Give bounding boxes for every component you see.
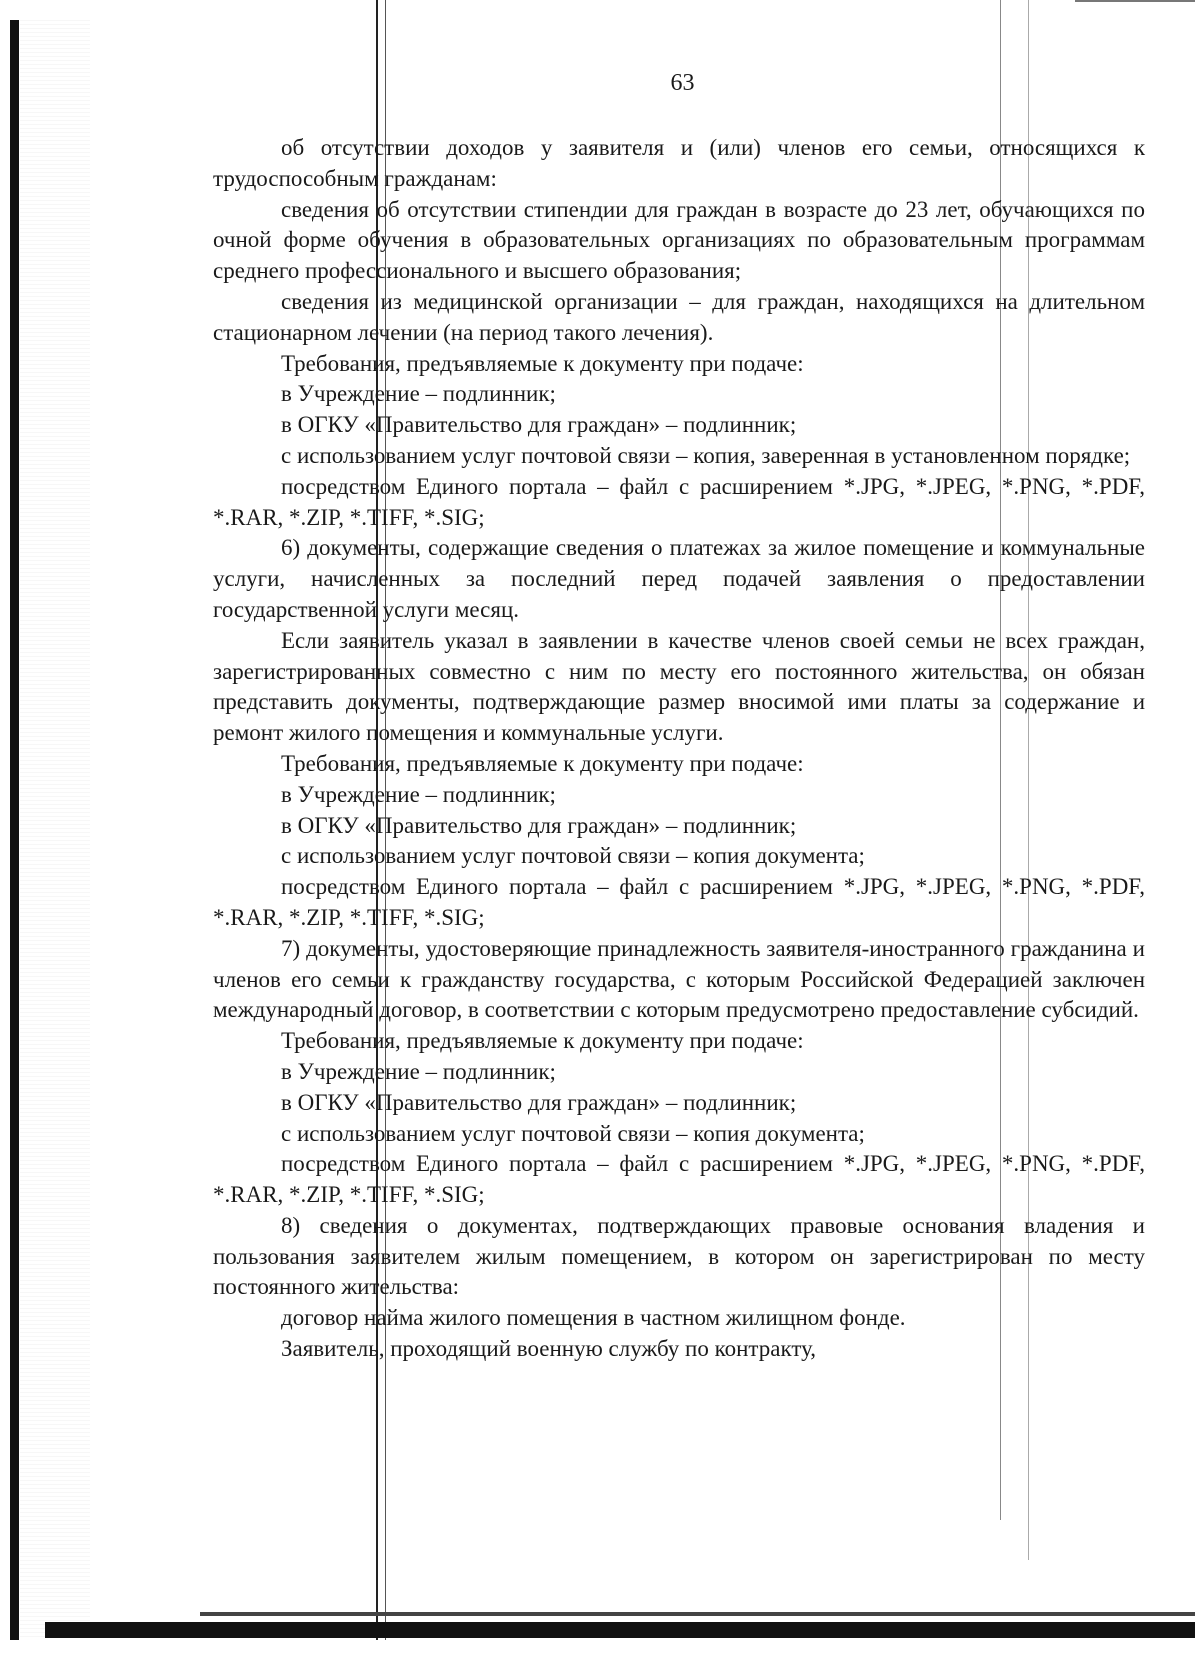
paragraph: с использованием услуг почтовой связи – копия документа; bbox=[281, 843, 865, 869]
paragraph: сведения об отсутствии стипендии для граждан в возрасте до 23 лет, обучающихся по очной форме обучения в образовательных организациях по образовательным программам среднего профессионального и высшего образования; bbox=[213, 196, 1145, 284]
paragraph: в Учреждение – подлинник; bbox=[281, 1058, 556, 1084]
paragraph: в ОГКУ «Правительство для граждан» – подлинник; bbox=[281, 812, 797, 838]
paragraph: Требования, предъявляемые к документу при подаче: bbox=[281, 750, 804, 776]
paragraph: Требования, предъявляемые к документу при подаче: bbox=[281, 1028, 804, 1054]
paragraph: Требования, предъявляемые к документу при подаче: bbox=[281, 350, 804, 376]
scan-edge-artifact bbox=[10, 20, 19, 1640]
paragraph: посредством Единого портала – файл с расширением *.JPG, *.JPEG, *.PNG, *.PDF, *.RAR, *.ZIP, *.TIFF, *.SIG; bbox=[213, 473, 1145, 530]
paragraph: договор найма жилого помещения в частном жилищном фонде. bbox=[281, 1305, 906, 1331]
paragraph: сведения из медицинской организации – для граждан, находящихся на длительном стационарном лечении (на период такого лечения). bbox=[213, 288, 1145, 345]
paragraph: посредством Единого портала – файл с расширением *.JPG, *.JPEG, *.PNG, *.PDF, *.RAR, *.ZIP, *.TIFF, *.SIG; bbox=[213, 1151, 1145, 1208]
paragraph: с использованием услуг почтовой связи – копия документа; bbox=[281, 1120, 865, 1146]
paragraph: 6) документы, содержащие сведения о платежах за жилое помещение и коммунальные услуги, начисленных за последний перед подачей заявления о предоставлении государственной услуги месяц. bbox=[213, 535, 1145, 622]
paragraph: в Учреждение – подлинник; bbox=[281, 381, 556, 407]
paragraph: в ОГКУ «Правительство для граждан» – подлинник; bbox=[281, 412, 797, 438]
paragraph: 7) документы, удостоверяющие принадлежность заявителя-иностранного гражданина и членов его семьи к гражданству государства, с которым Российской Федерацией заключен международный договор, в соответствии с которым предусмотрено предоставление субсидий. bbox=[213, 935, 1145, 1023]
scan-bottom-edge-artifact bbox=[45, 1622, 1195, 1638]
scan-line-artifact bbox=[200, 1612, 1195, 1616]
paragraph: в Учреждение – подлинник; bbox=[281, 781, 556, 807]
paragraph: об отсутствии доходов у заявителя и (или) членов его семьи, относящихся к трудоспособным гражданам: bbox=[213, 135, 1145, 191]
paragraph: посредством Единого портала – файл с расширением *.JPG, *.JPEG, *.PNG, *.PDF, *.RAR, *.ZIP, *.TIFF, *.SIG; bbox=[213, 874, 1145, 930]
paragraph: Если заявитель указал в заявлении в качестве членов своей семьи не всех граждан, зарегистрированных совместно с ним по месту его постоянного жительства, он обязан представить документы, подтверждающие размер вносимой ими платы за содержание и ремонт жилого помещения и коммунальные услуги. bbox=[213, 627, 1145, 746]
paragraph: в ОГКУ «Правительство для граждан» – подлинник; bbox=[281, 1089, 797, 1115]
paragraph: с использованием услуг почтовой связи – копия, заверенная в установленном порядке; bbox=[281, 442, 1131, 468]
body-text bbox=[213, 133, 1145, 1365]
scan-line-artifact bbox=[1075, 0, 1195, 2]
paragraph: 8) сведения о документах, подтверждающих правовые основания владения и пользования заявителем жилым помещением, в котором он зарегистрирован по месту постоянного жительства: bbox=[213, 1212, 1145, 1300]
page-number: 63 bbox=[670, 70, 695, 96]
scan-noise-artifact bbox=[20, 20, 90, 1640]
paragraph: Заявитель, проходящий военную службу по контракту, bbox=[281, 1336, 817, 1362]
